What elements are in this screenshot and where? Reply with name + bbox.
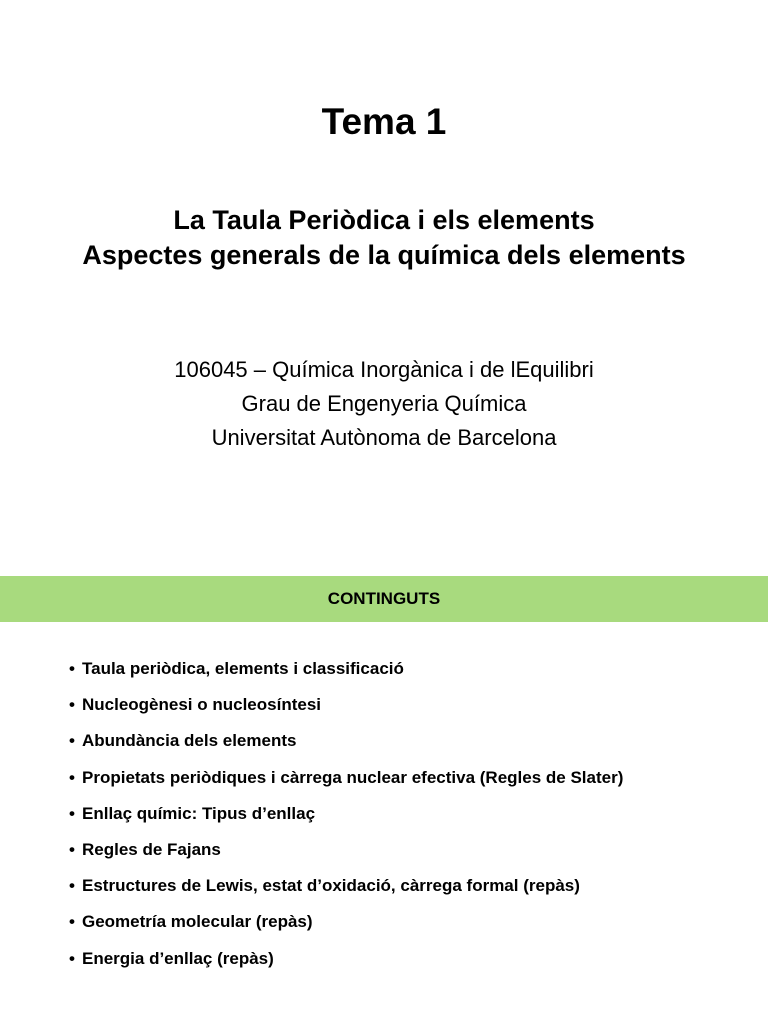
list-item-text: Enllaç químic: Tipus d’enllaç	[82, 803, 316, 823]
list-item-text: Taula periòdica, elements i classificació	[82, 659, 404, 678]
list-item	[69, 837, 623, 873]
contents-list	[69, 656, 623, 982]
subtitle-line-2: Aspectes generals de la química dels elements	[82, 240, 686, 270]
bullet: •	[69, 839, 75, 859]
course-code-name: 106045 – Química Inorgànica i de lEquilibri	[174, 357, 594, 382]
list-item	[69, 765, 623, 801]
list-item-text: Regles de Fajans	[82, 839, 221, 859]
bullet: •	[69, 659, 75, 678]
bullet: •	[69, 948, 75, 968]
bullet: •	[69, 876, 75, 896]
subtitle	[0, 203, 768, 273]
list-item-text: Abundància dels elements	[82, 731, 297, 751]
list-item-text: Propietats periòdiques i càrrega nuclear efectiva (Regles de Slater)	[82, 767, 624, 787]
list-item	[69, 692, 623, 728]
list-item-text: Nucleogènesi o nucleosíntesi	[82, 695, 322, 715]
course-info	[0, 353, 768, 455]
list-item-text: Geometría molecular (repàs)	[82, 912, 313, 932]
list-item	[69, 656, 623, 692]
list-item	[69, 946, 623, 982]
contents-header-bar	[0, 576, 768, 622]
list-item-text: Energia d’enllaç (repàs)	[82, 948, 274, 968]
contents-header: CONTINGUTS	[327, 589, 441, 608]
list-item	[69, 909, 623, 945]
subtitle-line-1: La Taula Periòdica i els elements	[173, 205, 595, 235]
page-title: Tema 1	[321, 101, 447, 142]
bullet: •	[69, 803, 75, 823]
list-item	[69, 728, 623, 764]
degree-name: Grau de Engenyeria Química	[241, 391, 527, 416]
bullet: •	[69, 695, 75, 715]
bullet: •	[69, 767, 75, 787]
bullet: •	[69, 731, 75, 751]
bullet: •	[69, 912, 75, 932]
university-name: Universitat Autònoma de Barcelona	[211, 425, 557, 450]
list-item	[69, 801, 623, 837]
list-item-text: Estructures de Lewis, estat d’oxidació, càrrega formal (repàs)	[82, 876, 580, 896]
list-item	[69, 873, 623, 909]
